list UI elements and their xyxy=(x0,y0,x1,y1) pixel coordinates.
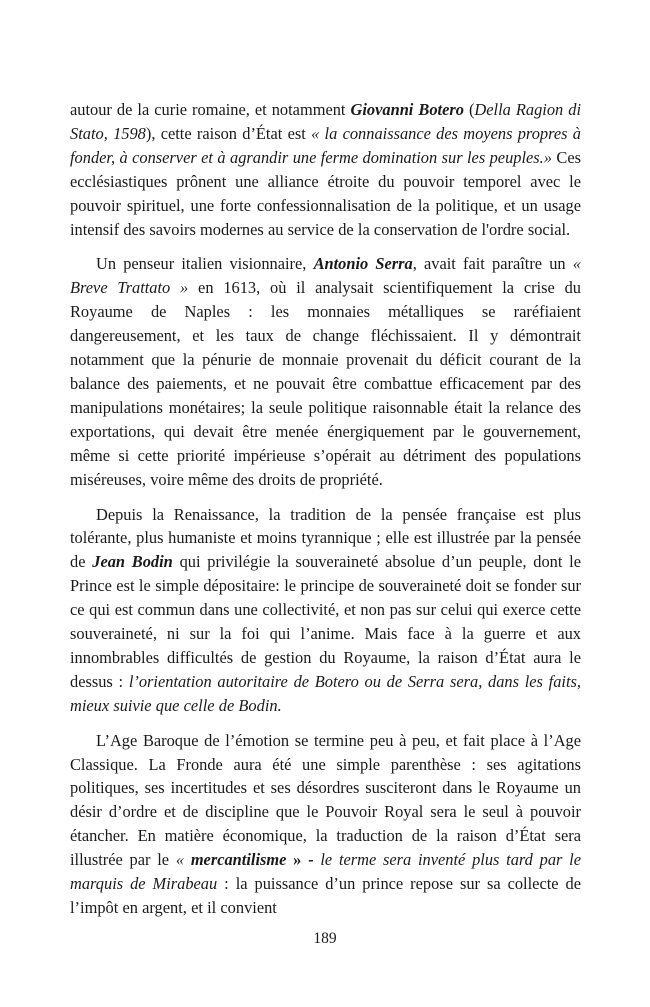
text-run-regular: , avait fait paraître un xyxy=(412,254,573,274)
text-run-regular: ), cette raison d’État est xyxy=(145,123,312,143)
text-run-italic: « la connaissance des moyens propres à fonder, à conserver et à agrandir une ferme domination sur les peuples.» xyxy=(70,123,581,167)
text-run-regular: ( xyxy=(463,100,475,119)
paragraph-para-botero xyxy=(70,98,581,241)
text-run-regular: en 1613, où il analysait scientifiquement la crise du Royaume de Naples : les monnaies métalliques se raréfiaient dangereusement, et les taux de change fléchissaient. Il y démontrait notamment que la pénurie de monnaie provenait du déficit courant de la balance des paiements, et ne pouvait être combattue efficacement par des manipulations monétaires; la seule politique raisonnable était la relance des exportations, qui devait être menée énergiquement par le gouvernement, même si cette priorité impérieuse s’opérait au détriment des populations miséreuses, voire même des droits de propriété. xyxy=(70,278,581,489)
text-run-bold-italic: Antonio Serra xyxy=(313,254,413,274)
text-run-italic: « xyxy=(175,850,191,870)
text-run-regular: L’Age Baroque de l’émotion se termine peu à peu, et fait place à l’Age Classique. La Fronde aura été une simple parenthèse : ses agitations politiques, ses incertitudes et ses désordres susciteront dans le Royaume un désir d’ordre et de discipline que le Pouvoir Royal sera le seul à pouvoir étancher. En matière économique, la traduction de la raison d’État sera illustrée par le xyxy=(70,730,581,870)
paragraph-para-baroque xyxy=(70,729,581,920)
text-run-bold-italic: mercantilisme xyxy=(190,850,287,870)
body-text-column xyxy=(70,98,581,920)
text-run-regular: Ces ecclésiastiques prônent une alliance étroite du pouvoir temporel avec le pouvoir spirituel, une forte confessionnalisation de la politique, et un usage intensif des savoirs modernes au service de la conservation de l'ordre social. xyxy=(70,147,581,239)
text-run-italic: Della Ragion di Stato, 1598 xyxy=(70,100,581,143)
text-run-regular: qui privilégie la souveraineté absolue d’un peuple, dont le Prince est le simple dépositaire: le principe de souveraineté doit se fonder sur ce qui est commun dans une collectivité, et non pas sur celui qui exerce cette souveraineté, ni sur la foi qui l’anime. Mais face à la guerre et aux innombrables difficultés de gestion du Royaume, la raison d’État aura le dessus : xyxy=(70,552,581,691)
paragraph-para-serra xyxy=(70,252,581,491)
text-run-regular: Un penseur italien visionnaire, xyxy=(96,254,314,274)
text-run-bold: » - xyxy=(286,850,314,870)
text-run-regular: autour de la curie romaine, et notamment xyxy=(70,100,351,119)
text-run-italic: « Breve Trattato » xyxy=(70,254,581,298)
paragraph-para-bodin xyxy=(70,503,581,718)
text-run-italic: l’orientation autoritaire de Botero ou de Serra sera, dans les faits, mieux suivie que celle de Bodin. xyxy=(70,671,581,715)
text-run-italic: le terme sera inventé plus tard par le marquis de Mirabeau xyxy=(70,850,581,894)
text-run-bold-italic: Giovanni Botero xyxy=(350,100,464,119)
text-run-regular: Depuis la Renaissance, la tradition de la pensée française est plus tolérante, plus humaniste et moins tyrannique ; elle est illustrée par la pensée de xyxy=(70,504,581,572)
page-number: 189 xyxy=(313,930,337,947)
text-run-bold-italic: Jean Bodin xyxy=(92,552,173,572)
text-run-regular: : la puissance d’un prince repose sur sa collecte de l’impôt en argent, et il convient xyxy=(70,874,581,917)
